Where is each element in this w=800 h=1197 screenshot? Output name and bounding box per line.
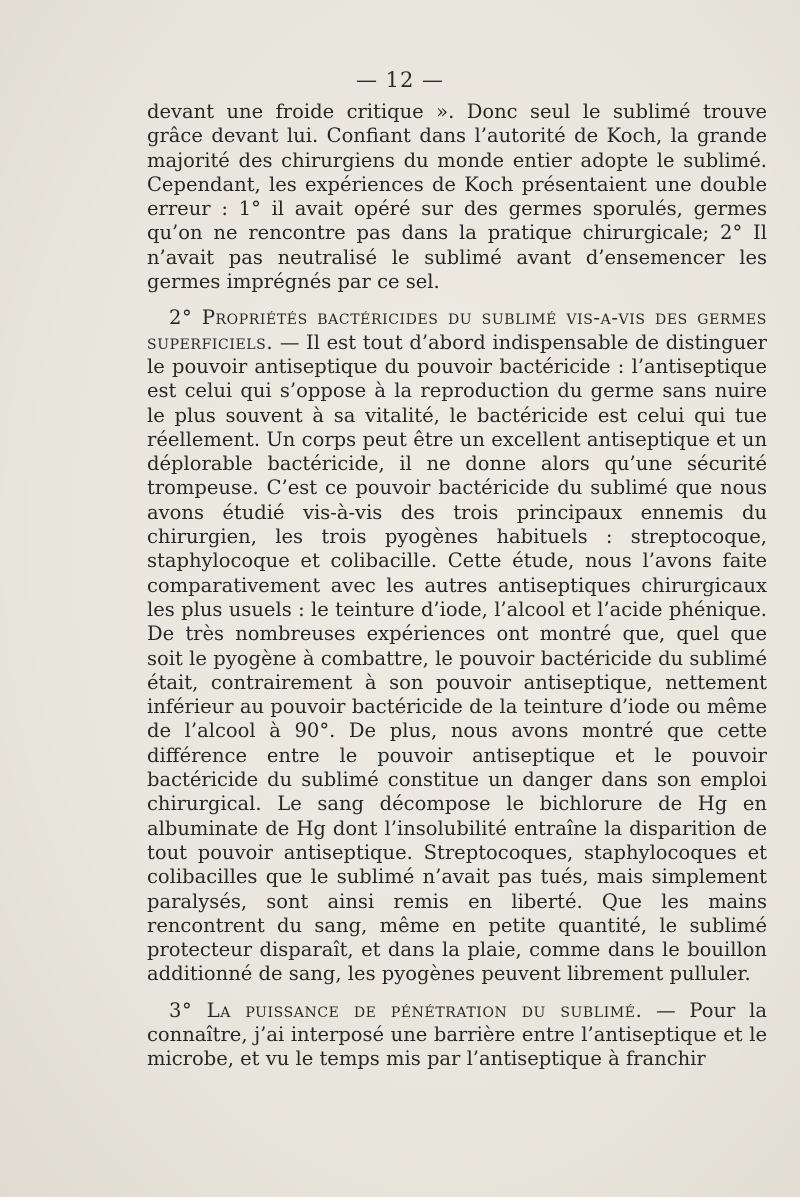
paragraph-text: — Pour la connaître, j’ai interposé une barrière entre l’antiseptique et le microbe, et vu le temps mis par l’antiseptique à franchir bbox=[147, 998, 767, 1071]
paragraph-koch-critique bbox=[147, 100, 767, 294]
paragraph-bactericidal-properties bbox=[147, 306, 767, 986]
body-text bbox=[147, 100, 767, 1072]
paragraph-text: devant une froide critique ». Donc seul le sublimé trouve grâce devant lui. Confiant dans l’autorité de Koch, la grande majorité des chirurgiens du monde entier adopte le sublimé. Cependant, les expériences de Koch présentaient une double erreur : 1° il avait opéré sur des germes sporulés, germes qu’on ne rencontre pas dans la pratique chirurgicale; 2° Il n’avait pas neutralisé le sublimé avant d’ensemencer les germes imprégnés par ce sel. bbox=[147, 100, 767, 294]
section-heading: 3° La puissance de pénétration du sublimé. bbox=[169, 998, 643, 1022]
paragraph-penetration-power bbox=[147, 999, 767, 1072]
section-heading: 2° Propriétés bactéricides du sublimé vis-a-vis des germes superficiels. bbox=[147, 306, 767, 354]
page-number: — 12 — bbox=[355, 68, 445, 92]
paragraph-text: — Il est tout d’abord indispensable de distinguer le pouvoir antiseptique du pouvoir bactéricide : l’antiseptique est celui qui s’oppose à la reproduction du germe sans nuire le plus souvent à sa vitalité, le bactéricide est celui qui tue réellement. Un corps peut être un excellent antiseptique et un déplorable bactéricide, il ne donne alors qu’une sécurité trompeuse. C’est ce pouvoir bactéricide du sublimé que nous avons étudié vis-à-vis des trois principaux ennemis du chirurgien, les trois pyogènes habituels : streptocoque, staphylocoque et colibacille. Cette étude, nous l’avons faite comparativement avec les autres antiseptiques chirurgicaux les plus usuels : le teinture d’iode, l’alcool et l’acide phénique. De très nombreuses expériences ont montré que, quel que soit le pyogène à combattre, le pouvoir bactéricide du sublimé était, contrairement à son pouvoir antiseptique, nettement inférieur au pouvoir bactéricide de la teinture d’iode ou même de l’alcool à 90°. De plus, nous avons montré que cette différence entre le pouvoir antiseptique et le pouvoir bactéricide du sublimé constitue un danger dans son emploi chirurgical. Le sang décompose le bichlorure de Hg en albuminate de Hg dont l’insolubilité entraîne la disparition de tout pouvoir antiseptique. Streptocoques, staphylocoques et colibacilles que le sublimé n’avait pas tués, mais simplement paralysés, sont ainsi remis en liberté. Que les mains rencontrent du sang, même en petite quantité, le sublimé protecteur disparaît, et dans la plaie, comme dans le bouillon additionné de sang, les pyogènes peuvent librement pulluler. bbox=[147, 330, 767, 986]
